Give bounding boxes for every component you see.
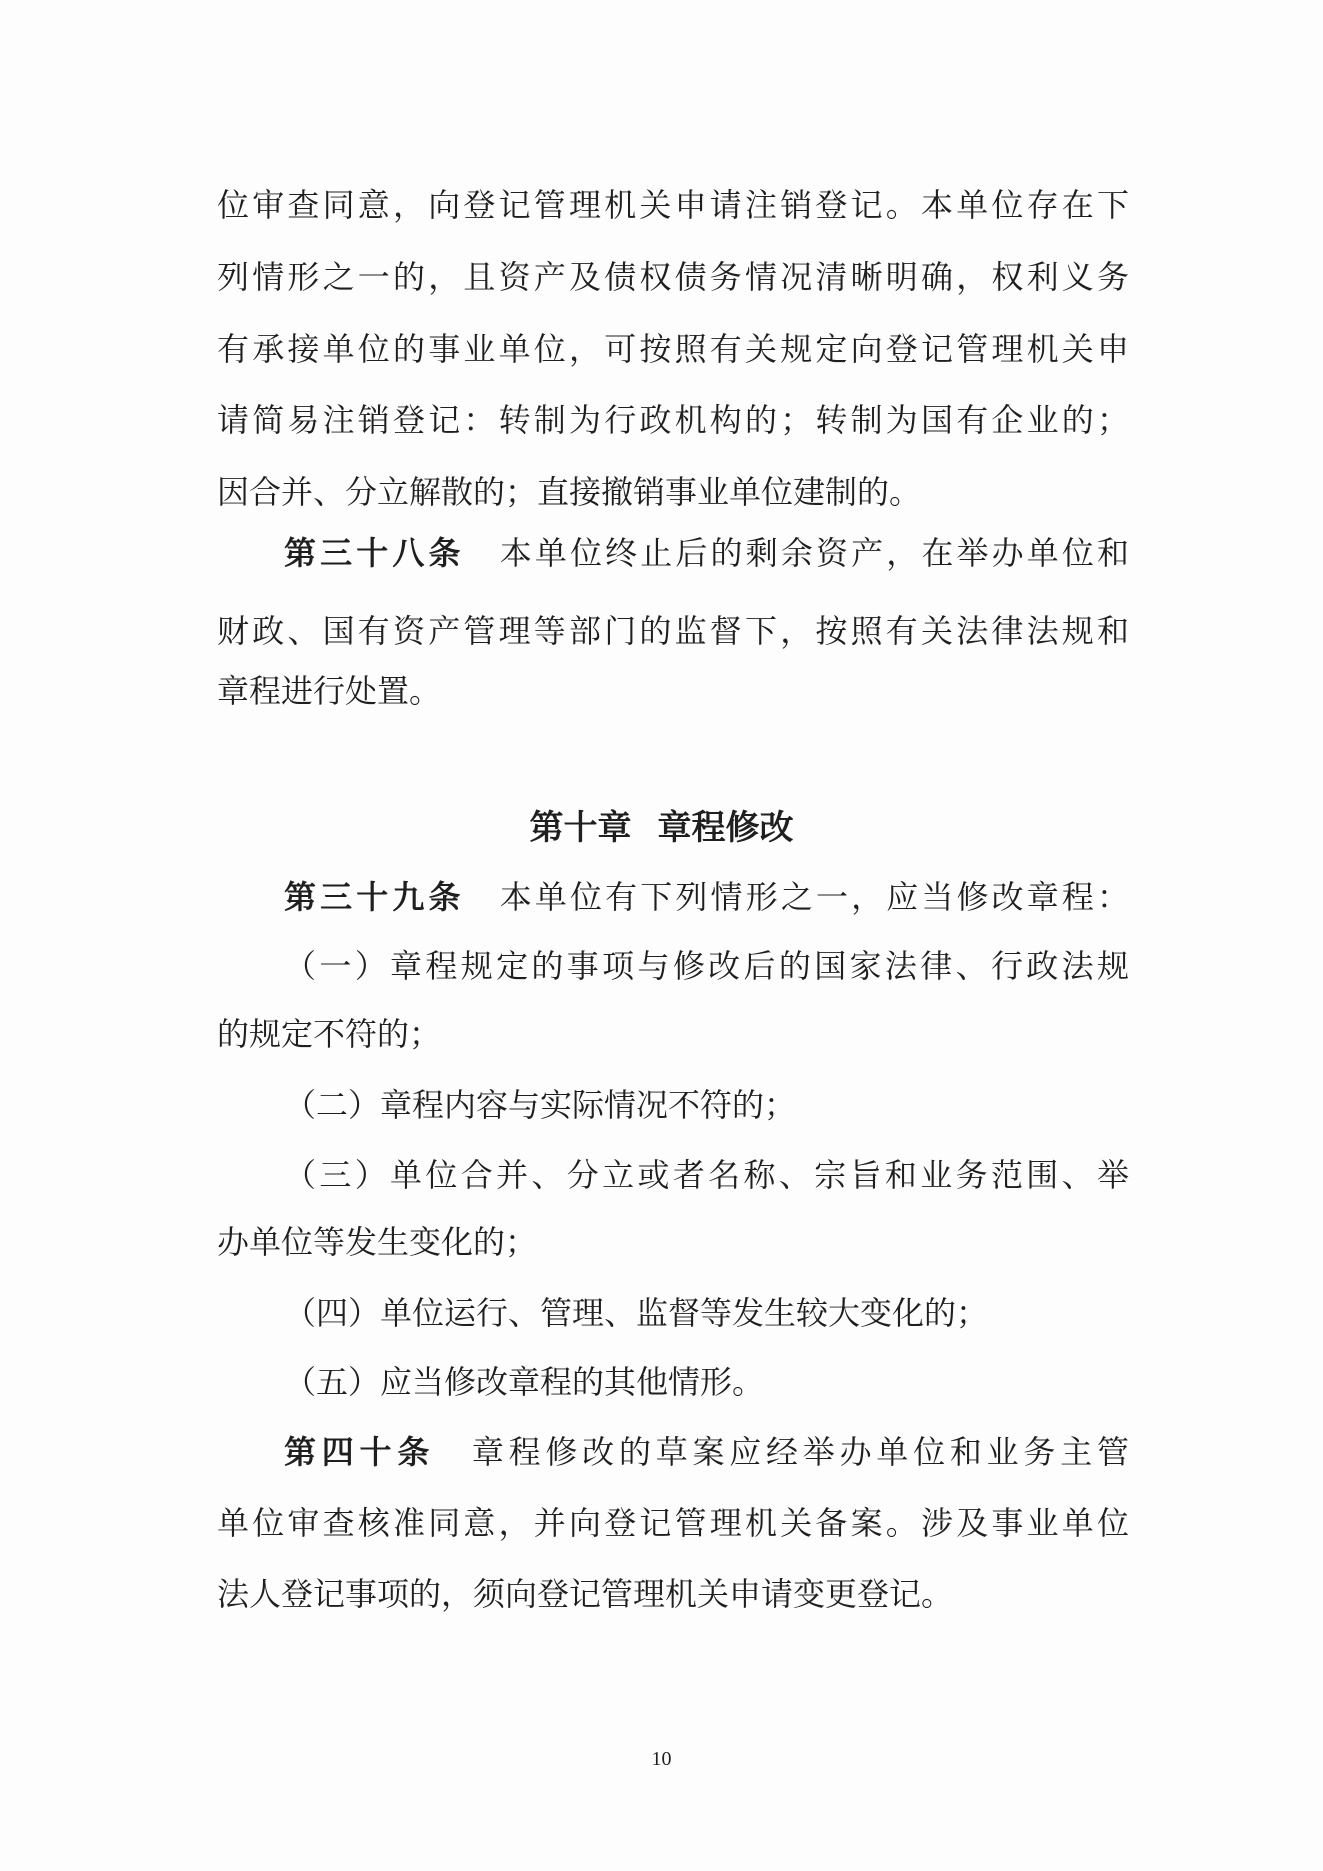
list-item-line: （五）应当修改章程的其他情形。: [284, 1363, 765, 1401]
paragraph-line: 位审查同意，向登记管理机关申请注销登记。本单位存在下: [217, 186, 1129, 224]
paragraph-line: 章程进行处置。: [217, 672, 442, 710]
paragraph-line: 因合并、分立解散的；直接撤销事业单位建制的。: [217, 473, 922, 511]
paragraph-line: 法人登记事项的，须向登记管理机关申请变更登记。: [217, 1575, 954, 1613]
paragraph-line: 请简易注销登记：转制为行政机构的；转制为国有企业的；: [217, 401, 1129, 439]
article-40-text: 章程修改的草案应经举办单位和业务主管: [467, 1433, 1129, 1471]
list-item-line: （一）章程规定的事项与修改后的国家法律、行政法规: [284, 947, 1129, 985]
chapter-title: 章程修改: [657, 808, 794, 848]
paragraph-line: 单位审查核准同意，并向登记管理机关备案。涉及事业单位: [217, 1504, 1129, 1542]
article-38-text: 本单位终止后的剩余资产，在举办单位和: [496, 534, 1129, 572]
paragraph-line: 财政、国有资产管理等部门的监督下，按照有关法律法规和: [217, 612, 1129, 650]
article-40-heading: 第四十条: [284, 1433, 436, 1471]
page-number: 10: [651, 1748, 672, 1770]
article-39-heading: 第三十九条: [284, 878, 465, 916]
list-item-line: 办单位等发生变化的；: [217, 1223, 538, 1261]
paragraph-line: 列情形之一的，且资产及债权债务情况清晰明确，权利义务: [217, 258, 1129, 296]
list-item-line: （三）单位合并、分立或者名称、宗旨和业务范围、举: [284, 1156, 1129, 1194]
list-item-line: 的规定不符的；: [217, 1015, 442, 1053]
article-38-heading: 第三十八条: [284, 534, 465, 572]
list-item-line: （四）单位运行、管理、监督等发生较大变化的；: [284, 1294, 989, 1332]
paragraph-line: 有承接单位的事业单位，可按照有关规定向登记管理机关申: [217, 330, 1129, 368]
list-item-line: （二）章程内容与实际情况不符的；: [284, 1086, 797, 1124]
article-39-text: 本单位有下列情形之一，应当修改章程：: [496, 878, 1129, 916]
article-39-first-line: [284, 877, 1129, 917]
article-40-first-line: [284, 1432, 1129, 1472]
chapter-number: 第十章: [529, 808, 632, 848]
article-38-first-line: [284, 533, 1129, 573]
chapter-heading: [0, 807, 1323, 849]
